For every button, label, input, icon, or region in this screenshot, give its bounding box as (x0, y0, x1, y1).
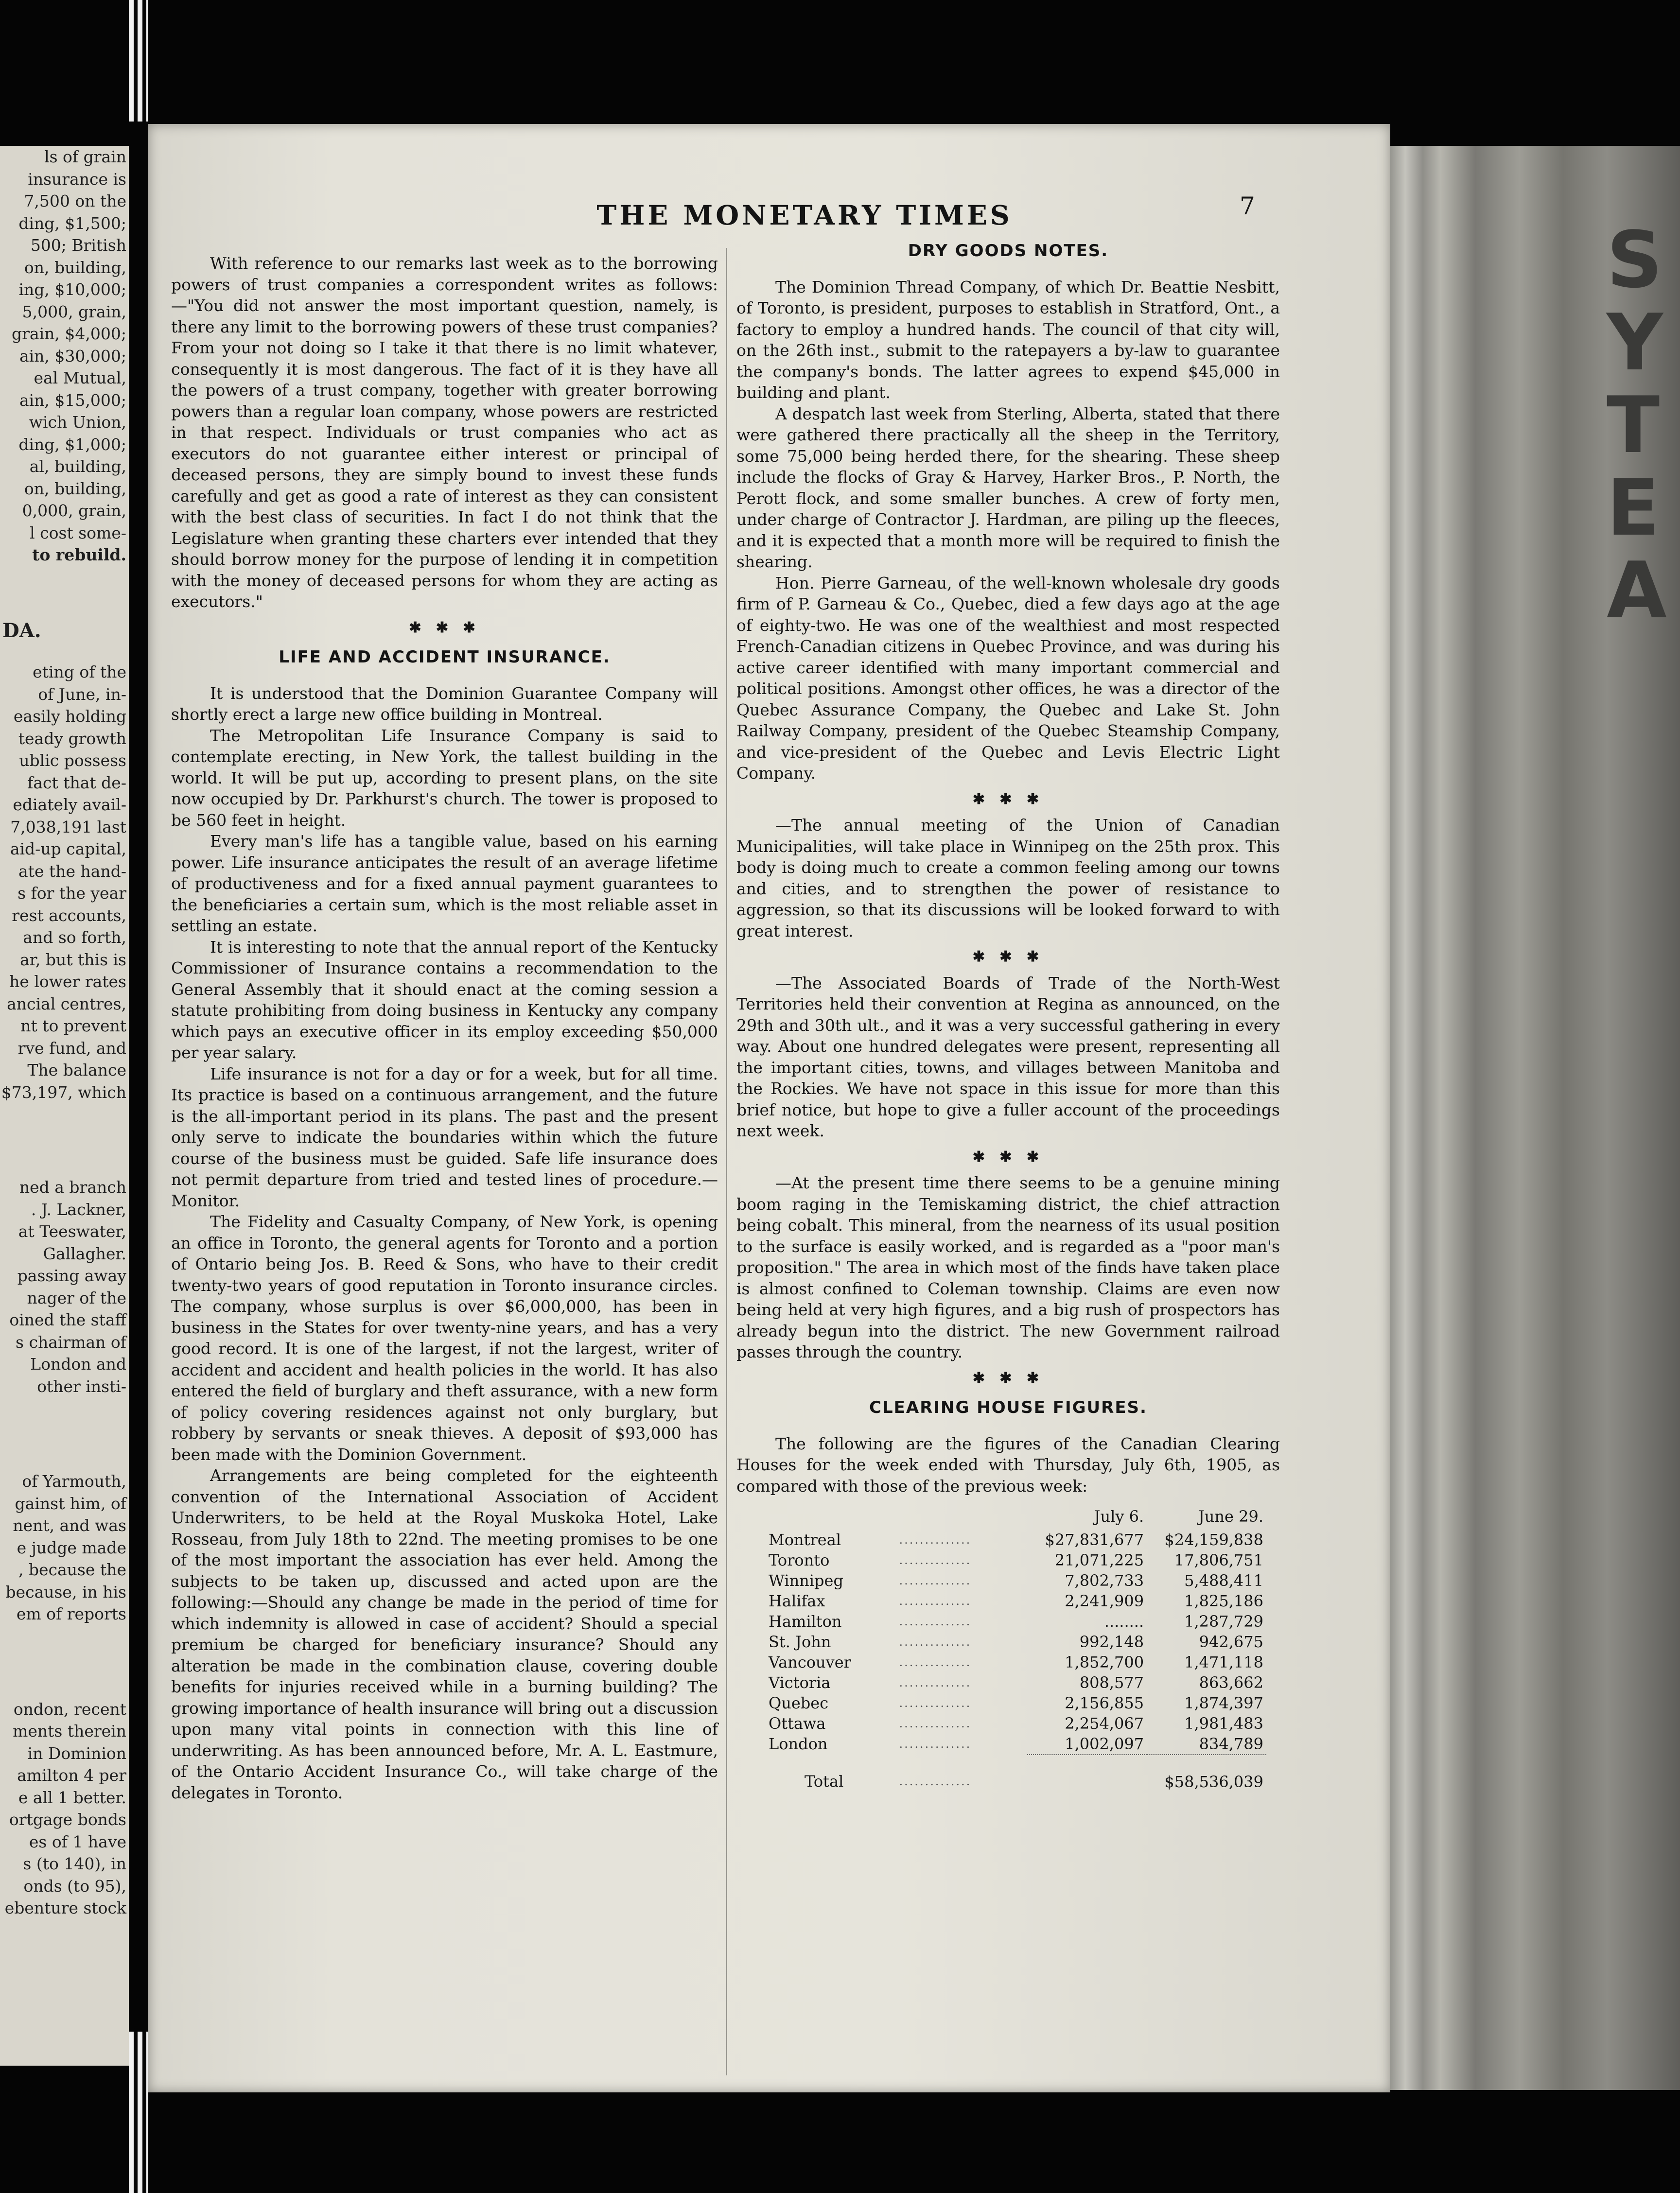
dot-leader: .............. (899, 1553, 972, 1567)
right-column (736, 241, 1280, 1792)
article-paragraph: The Fidelity and Casualty Company, of New York, is opening an office in Toronto, the general agents for Toronto and a portion of Ontario being Jos. B. Reed & Sons, who have to their credit twenty-two years of good reputation in Toronto insurance circles. The company, whose surplus is over $6,000,000, has been in business in the States for over twenty-nine years, and has a very good record. It is one of the largest, if not the largest, writer of accident and accident and health policies in the world. It has also entered the field of burglary and theft assurance, with a new form of policy covering residences against not only burglary, but robbery by servants or sneak thieves. A deposit of $93,000 has been made with the Dominion Government. (171, 1212, 718, 1464)
fragment-line: rest accounts, (12, 905, 126, 925)
fragment-line: ate the hand- (18, 861, 126, 881)
dot-leader: .............. (899, 1655, 972, 1669)
dot-leader: .............. (899, 1594, 972, 1608)
fragment-line: ancial centres, (7, 994, 126, 1013)
fragment-line: 5,000, grain, (22, 302, 126, 321)
dot-leader: .............. (899, 1775, 972, 1788)
june29-value: 942,675 (1199, 1632, 1263, 1651)
july6-value: 7,802,733 (1065, 1571, 1144, 1590)
july6-value: 1,002,097 (1065, 1734, 1144, 1753)
fragment-line: ar, but this is (20, 950, 126, 969)
fragment-line: s (to 140), in (23, 1854, 126, 1873)
note-paragraph: —At the present time there seems to be a genuine mining boom raging in the Temiskaming district, the chief attraction being cobalt. This mineral, from the nearness of its usual position to the surface is easily worked, and is regarded as a "poor man's proposition." The area in which most of the finds have taken place is almost confined to Coleman township. Claims are even now being held at very high figures, and a big rush of prospectors has already begun into the district. The new Government railroad passes through the country. (736, 1173, 1280, 1361)
left-page-fragment (0, 146, 129, 2066)
fragment-line: ned a branch (19, 1178, 126, 1197)
fragment-line: ding, $1,500; (18, 213, 126, 233)
article-paragraph: It is interesting to note that the annual report of the Kentucky Commissioner of Insurance contains a recommendation to the General Assembly that it should enact at the coming session a statute prohibiting from doing business in Kentucky any company which pays an executive officer in its employ exceeding $50,000 per year salary. (171, 937, 718, 1062)
table-row (766, 1550, 1266, 1570)
table-row (766, 1632, 1266, 1652)
june29-value: 5,488,411 (1184, 1571, 1263, 1590)
fragment-line: onds (to 95), (23, 1876, 126, 1896)
dot-leader: .............. (899, 1573, 972, 1587)
section-mark: ✱ ✱ ✱ (972, 790, 1044, 808)
city: Toronto (769, 1550, 830, 1569)
trust-companies-paragraph: With reference to our remarks last week as to the borrowing powers of trust companies a correspondent writes as follows:—"You did not answer the most important question, namely, is there any limit to the borrowing powers of these trust companies? From your not doing so I take it that there is no limit whatever, consequently it is most dangerous. The fact of it is they have all the powers of a trust company, together with greater borrowing powers than a regular loan company, whose powers are restricted in that respect. Individuals or trust companies who act as executors do not guarantee either interest or principal of deceased persons, they are simply bound to invest these funds carefully and get as good a rate of interest as they can consistent with the best class of securities. In fact I do not think that the Legislature when granting these charters ever intended that they should borrow money for the purpose of lending it in competition with the money of deceased persons for whom they are acting as executors." (171, 254, 718, 611)
dry-goods-heading: DRY GOODS NOTES. (908, 241, 1109, 261)
clearing-table-wrap (766, 1506, 1266, 1792)
section-mark: ✱ ✱ ✱ (409, 619, 480, 636)
fragment-line: teady growth (18, 729, 126, 748)
fragment-line: ding, $1,000; (18, 435, 126, 454)
fragment-line: ain, $30,000; (19, 346, 126, 366)
fragment-line: e judge made (17, 1538, 126, 1557)
fragment-line: s for the year (18, 884, 126, 903)
fragment-line: and so forth, (23, 928, 126, 947)
article-paragraph: It is understood that the Dominion Guarantee Company will shortly erect a large new office building in Montreal. (171, 683, 718, 724)
city: Ottawa (769, 1714, 826, 1733)
june29-value: 17,806,751 (1174, 1550, 1263, 1569)
june29-value: 1,825,186 (1184, 1591, 1263, 1610)
fragment-line: 7,500 on the (24, 191, 126, 210)
section-mark: ✱ ✱ ✱ (972, 948, 1044, 965)
fragment-line: wich Union, (29, 413, 126, 432)
table-row (766, 1591, 1266, 1611)
article-paragraph: Every man's life has a tangible value, based on his earning power. Life insurance anticipates the result of an average lifetime of productiveness and for a fixed annual payment guarantees to the beneficiaries a certain sum, which is the most reliable asset in settling an estate. (171, 832, 718, 935)
fragment-line: ebenture stock (4, 1898, 126, 1917)
fragment-line: 0,000, grain, (22, 501, 126, 520)
fragment-line: Gallagher. (43, 1244, 126, 1263)
fragment-line: he lower rates (9, 972, 126, 991)
city: Hamilton (769, 1612, 842, 1631)
july6-value: $27,831,677 (1045, 1530, 1144, 1549)
fragment-line: on, building, (24, 258, 126, 277)
fragment-line: ondon, recent (13, 1699, 126, 1719)
july6-value: 808,577 (1079, 1673, 1144, 1692)
fragment-line: l cost some- (30, 523, 126, 542)
fragment-line: gainst him, of (15, 1494, 126, 1513)
fragment-line: ediately avail- (13, 795, 126, 814)
total-july6 (1027, 1755, 1147, 1792)
running-head: THE MONETARY TIMES (596, 199, 1013, 231)
fragment-line: $73,197, which (1, 1082, 126, 1102)
fragment-line: nager of the (27, 1288, 126, 1307)
fragment-line: DA. (2, 619, 41, 642)
fragment-line: ing, $10,000; (18, 280, 126, 299)
fragment-line: eting of the (33, 662, 126, 681)
june29-value: 1,874,397 (1184, 1693, 1263, 1712)
table-row (766, 1611, 1266, 1632)
july6-value: 2,254,067 (1065, 1714, 1144, 1733)
fragment-line: s chairman of (16, 1332, 126, 1352)
table-row (766, 1693, 1266, 1713)
fragment-line: em of reports (16, 1604, 126, 1623)
fragment-line: fact that de- (27, 773, 126, 792)
table-row (766, 1652, 1266, 1672)
dot-leader: .............. (899, 1675, 972, 1689)
newspaper-page (148, 124, 1390, 2092)
section-mark: ✱ ✱ ✱ (972, 1369, 1044, 1387)
book-page-edge (1388, 146, 1680, 2090)
article-paragraph: Arrangements are being completed for the eighteenth convention of the International Association of Accident Underwriters, to be held at the Royal Muskoka Hotel, Lake Rosseau, from July 18th to 22nd. The meeting promises to be one of the most important the association has ever held. Among the subjects to be taken up, discussed and acted upon are the following:—Should any change be made in the period of time for which indemnity is allowed in case of accident? Should a special premium be charged for beneficiary insurance? Should any alteration be made in the combination clause, covering double benefits for injuries received while in a burning building? The growing importance of health insurance will bring out a discussion upon many vital points in connection with this line of underwriting. As has been announced before, Mr. A. L. Eastmure, of the Ontario Accident Insurance Co., will take charge of the delegates in Toronto. (171, 1466, 718, 1802)
july6-value: 21,071,225 (1054, 1550, 1144, 1569)
fragment-line: nent, and was (13, 1516, 126, 1535)
fragment-line: The balance (27, 1061, 126, 1079)
table-row (766, 1570, 1266, 1591)
july6-value: 1,852,700 (1065, 1653, 1144, 1671)
dot-leader: .............. (899, 1716, 972, 1730)
fragment-line: . J. Lackner, (31, 1200, 126, 1219)
fragment-line: ublic possess (19, 751, 126, 770)
clearing-intro: The following are the figures of the Canadian Clearing Houses for the week ended with Thursday, July 6th, 1905, as compared with those of the previous week: (736, 1434, 1280, 1496)
july6-value: ........ (1104, 1612, 1144, 1631)
fragment-line: London and (30, 1355, 126, 1374)
city: Montreal (769, 1530, 841, 1549)
note-paragraph: —The Associated Boards of Trade of the North-West Territories held their convention at Regina as announced, on the 29th and 30th ult., and it was a very successful gathering in every way. About one hundred delegates were present, representing all the important cities, towns, and villages between Manitoba and the Rockies. We have not space in this issue for more than this brief notice, but hope to give a fuller account of the proceedings next week. (736, 973, 1280, 1140)
fragment-line: nt to prevent (20, 1016, 126, 1035)
fragment-line: rve fund, and (18, 1038, 126, 1058)
column-rule (726, 248, 727, 2075)
city: Vancouver (769, 1653, 851, 1671)
city: Winnipeg (769, 1571, 843, 1590)
city: Halifax (769, 1591, 825, 1610)
fragment-line: ments therein (13, 1722, 126, 1740)
dot-leader: .............. (899, 1737, 972, 1751)
fragment-line: amilton 4 per (17, 1766, 126, 1785)
page-number: 7 (1240, 192, 1255, 220)
article-paragraph: The Metropolitan Life Insurance Company is said to contemplate erecting, in New York, the tallest building in the world. It will be put up, according to present plans, on the site now occupied by Dr. Parkhurst's church. The tower is proposed to be 560 feet in height. (171, 726, 718, 830)
fragment-line: of June, in- (38, 684, 126, 704)
fragment-line: oined the staff (9, 1310, 126, 1329)
fragment-line: e all 1 better. (18, 1788, 126, 1807)
article-paragraph: Life insurance is not for a day or for a week, but for all time. Its practice is based on a continuous arrangement, and the future is the all-important period in its plans. The past and the present only serve to indicate the boundaries within which the future course of the business must be guided. Safe life insurance does not permit departure from tried and tested lines of procedure.—Monitor. (171, 1064, 718, 1210)
article-paragraph: The Dominion Thread Company, of which Dr. Beattie Nesbitt, of Toronto, is president, purposes to establish in Stratford, Ont., a factory to employ a hundred hands. The council of that city will, on the 26th inst., submit to the ratepayers a by-law to guarantee the company's bonds. The latter agrees to expend $45,000 in building and plant. (736, 277, 1280, 402)
fragment-line: , because the (18, 1560, 126, 1579)
table-row (766, 1672, 1266, 1693)
clearing-house-heading: CLEARING HOUSE FIGURES. (869, 1398, 1147, 1417)
total-june29: $58,536,039 (1147, 1755, 1266, 1792)
fragment-line: because, in his (5, 1582, 126, 1601)
fragment-line: ortgage bonds (9, 1810, 126, 1829)
dot-leader: .............. (899, 1635, 972, 1649)
fragment-line: al, building, (29, 457, 126, 476)
july6-value: 2,156,855 (1065, 1693, 1144, 1712)
fragment-line: es of 1 have (29, 1832, 126, 1851)
clearing-house-table (766, 1506, 1266, 1792)
city: St. John (769, 1632, 831, 1651)
fragment-line: aid-up capital, (10, 839, 126, 858)
film-sprocket-top (129, 0, 148, 122)
fragment-line: 500; British (30, 236, 126, 255)
life-accident-heading: LIFE AND ACCIDENT INSURANCE. (279, 647, 611, 667)
article-paragraph: Hon. Pierre Garneau, of the well-known wholesale dry goods firm of P. Garneau & Co., Quebec, died a few days ago at the age of eighty-two. He was one of the wealthiest and most respected French-Canadian citizens in Quebec Province, and was during his active career identified with many important commercial and political positions. Amongst other offices, he was a director of the Quebec Assurance Company, the Quebec and Lake St. John Railway Company, president of the Quebec Steamship Company, and vice-president of the Quebec and Levis Electric Light Company. (736, 573, 1280, 783)
left-page-text (0, 146, 126, 1919)
june29-value: 1,981,483 (1184, 1714, 1263, 1733)
fragment-line: ain, $15,000; (19, 390, 126, 410)
fragment-line: other insti- (37, 1376, 126, 1396)
fragment-line: grain, $4,000; (12, 324, 126, 343)
table-row (766, 1734, 1266, 1755)
film-sprocket-bottom (129, 2032, 148, 2193)
bleed-through-text: SYTEA (1607, 214, 1667, 636)
column-header-july6: July 6. (1094, 1507, 1144, 1526)
june29-value: 863,662 (1199, 1673, 1263, 1692)
fragment-line: at Teeswater, (18, 1222, 126, 1241)
june29-value: 1,287,729 (1184, 1612, 1263, 1631)
note-paragraph: —The annual meeting of the Union of Canadian Municipalities, will take place in Winnipeg on the 25th prox. This body is doing much to create a common feeling among our towns and cities, and to strengthen the power of resistance to aggression, so that its discussions will be looked forward to with great interest. (736, 816, 1280, 940)
city: Quebec (769, 1693, 829, 1712)
dot-leader: .............. (899, 1696, 972, 1710)
july6-value: 2,241,909 (1065, 1591, 1144, 1610)
fragment-line: to rebuild. (32, 545, 126, 564)
city: Victoria (769, 1673, 831, 1692)
fragment-line: eal Mutual, (34, 368, 126, 387)
fragment-line: of Yarmouth, (22, 1472, 126, 1491)
fragment-line: easily holding (13, 707, 126, 726)
column-header-june29: June 29. (1198, 1507, 1263, 1526)
left-column (171, 253, 718, 1803)
fragment-line: ls of grain (44, 147, 126, 166)
fragment-line: insurance is (28, 169, 126, 189)
total-label: Total (805, 1772, 844, 1791)
fragment-line: 7,038,191 last (10, 817, 126, 836)
june29-value: $24,159,838 (1164, 1530, 1263, 1549)
table-row (766, 1713, 1266, 1734)
article-paragraph: A despatch last week from Sterling, Alberta, stated that there were gathered there practically all the sheep in the Territory, some 75,000 being herded there, for the shearing. These sheep include the flocks of Gray & Harvey, Harker Bros., P. North, the Perott flock, and some smaller bunches. A crew of forty men, under charge of Contractor J. Hardman, are piling up the fleeces, and it is expected that a month more will be required to finish the shearing. (736, 404, 1280, 571)
fragment-line: on, building, (24, 479, 126, 498)
dot-leader: .............. (899, 1532, 972, 1547)
june29-value: 834,789 (1199, 1734, 1263, 1753)
city: London (769, 1735, 828, 1753)
june29-value: 1,471,118 (1184, 1653, 1263, 1671)
dot-leader: .............. (899, 1614, 972, 1628)
july6-value: 992,148 (1079, 1632, 1144, 1651)
fragment-line: passing away (17, 1266, 126, 1285)
section-mark: ✱ ✱ ✱ (972, 1148, 1044, 1166)
fragment-line: in Dominion (27, 1743, 126, 1763)
total-row (766, 1755, 1266, 1792)
table-row (766, 1530, 1266, 1550)
